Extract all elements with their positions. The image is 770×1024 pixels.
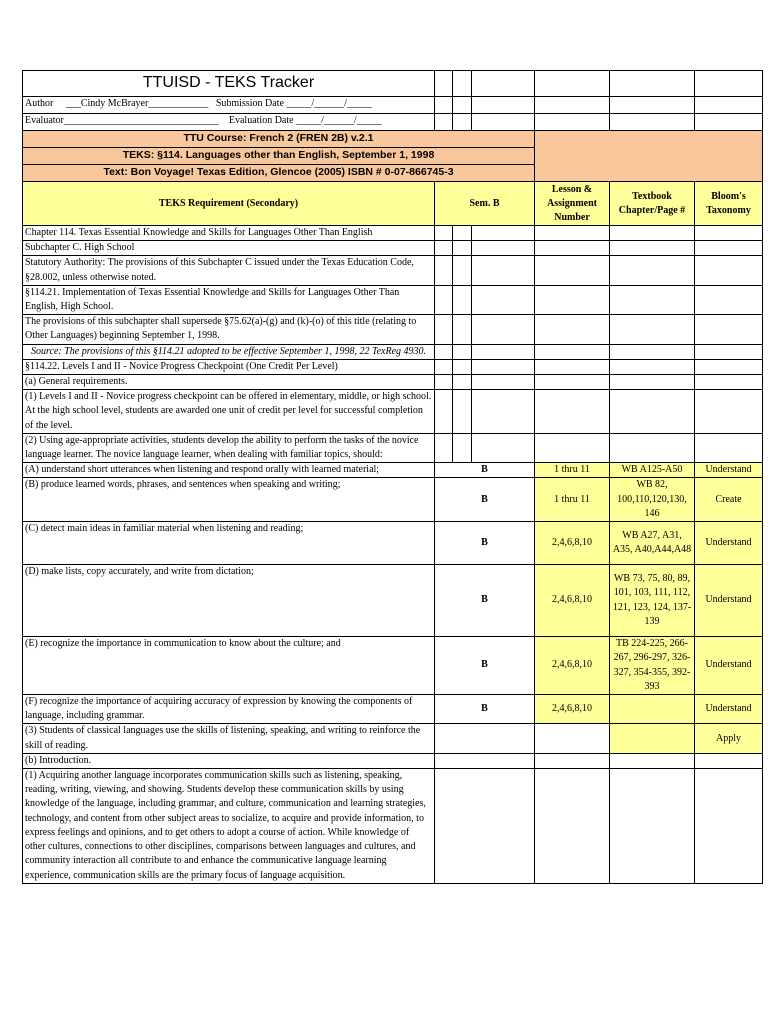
sem-value: B	[435, 463, 535, 478]
section-row: (a) General requirements.	[23, 375, 435, 390]
bloom-value: Understand	[695, 637, 763, 695]
sem-value: B	[435, 637, 535, 695]
requirement-text: (B) produce learned words, phrases, and sentences when speaking and writing;	[23, 478, 435, 522]
bloom-value: Understand	[695, 565, 763, 637]
submission-date: Submission Date _____/______/_____	[215, 98, 372, 109]
sem-value: B	[435, 565, 535, 637]
page-title: TTUISD - TEKS Tracker	[23, 71, 435, 97]
requirement-text: (C) detect main ideas in familiar material when listening and reading;	[23, 522, 435, 565]
teks-title: TEKS: §114. Languages other than English, September 1, 1998	[23, 148, 535, 165]
textbook-value	[610, 695, 695, 724]
evaluation-date: Evaluation Date _____/______/_____	[228, 115, 382, 126]
requirement-text: (E) recognize the importance in communication to know about the culture; and	[23, 637, 435, 695]
course-title: TTU Course: French 2 (FREN 2B) v.2.1	[23, 131, 535, 148]
lesson-value: 2,4,6,8,10	[535, 637, 610, 695]
lesson-value: 2,4,6,8,10	[535, 565, 610, 637]
requirement-text: (F) recognize the importance of acquiring accuracy of expression by knowing the components of language, including grammar.	[23, 695, 435, 724]
lesson-column-header: Lesson & Assignment Number	[535, 182, 610, 226]
requirement-column-header: TEKS Requirement (Secondary)	[23, 182, 435, 226]
section-row: §114.22. Levels I and II - Novice Progress Checkpoint (One Credit Per Level)	[23, 359, 435, 374]
text-title: Text: Bon Voyage! Texas Edition, Glencoe (2005) ISBN # 0-07-866745-3	[23, 165, 535, 182]
evaluator-label: Evaluator_______________________________	[25, 115, 219, 126]
author-label: Author	[25, 98, 54, 109]
section-row: (b) Introduction.	[23, 753, 435, 768]
textbook-value: WB A27, A31, A35, A40,A44,A48	[610, 522, 695, 565]
bloom-value: Understand	[695, 522, 763, 565]
intro-row: Statutory Authority: The provisions of this Subchapter C issued under the Texas Education Code, §28.002, unless otherwise noted.	[23, 256, 435, 285]
author-value: ___Cindy McBrayer____________	[65, 98, 209, 109]
course-header-right	[535, 131, 763, 182]
section-row: (1) Levels I and II - Novice progress checkpoint can be offered in elementary, middle, or high school. At the high school level, students are awarded one unit of credit per level for successful completion of the level.	[23, 390, 435, 434]
section-row: (1) Acquiring another language incorporates communication skills such as listening, speaking, reading, writing, viewing, and showing. Students develop these communication skills by using knowledge of the language, including grammar, and culture, communication and learning strategies, technology, and content from other subject areas to socialize, to acquire and provide information, to express feelings and opinions, and to get others to adopt a course of action. While knowledge of other cultures, connections to other disciplines, comparisons between languages and cultures, and community interaction all contribute to and enhance the communicative language learning experience, communication skills are the primary focus of language acquisition.	[23, 769, 435, 884]
intro-row: Subchapter C. High School	[23, 241, 435, 256]
requirement-text: (3) Students of classical languages use the skills of listening, speaking, and writing to reinforce the skill of reading.	[23, 724, 435, 753]
textbook-value: TB 224-225, 266-267, 296-297, 326-327, 354-355, 392-393	[610, 637, 695, 695]
lesson-value: 2,4,6,8,10	[535, 522, 610, 565]
section-row: (2) Using age-appropriate activities, students develop the ability to perform the tasks of the novice language learner. The novice language learner, when dealing with familiar topics, should:	[23, 433, 435, 462]
intro-row: §114.21. Implementation of Texas Essential Knowledge and Skills for Languages Other Than English, High School.	[23, 285, 435, 314]
evaluator-row	[23, 114, 435, 131]
intro-row: The provisions of this subchapter shall supersede §75.62(a)-(g) and (k)-(o) of this title (relating to Other Languages) beginning September 1, 1998.	[23, 315, 435, 344]
sem-value: B	[435, 695, 535, 724]
textbook-value: WB 73, 75, 80, 89, 101, 103, 111, 112, 121, 123, 124, 137-139	[610, 565, 695, 637]
textbook-value: WB 82, 100,110,120,130, 146	[610, 478, 695, 522]
intro-row: Chapter 114. Texas Essential Knowledge and Skills for Languages Other Than English	[23, 226, 435, 241]
requirement-text: (A) understand short utterances when listening and respond orally with learned material;	[23, 463, 435, 478]
bloom-column-header: Bloom's Taxonomy	[695, 182, 763, 226]
author-row	[23, 97, 435, 114]
teks-tracker-sheet	[22, 70, 752, 884]
sem-value: B	[435, 522, 535, 565]
bloom-value: Understand	[695, 695, 763, 724]
bloom-value: Apply	[695, 724, 763, 753]
sem-column-header: Sem. B	[435, 182, 535, 226]
requirement-text: (D) make lists, copy accurately, and write from dictation;	[23, 565, 435, 637]
teks-table	[22, 70, 763, 884]
textbook-column-header: Textbook Chapter/Page #	[610, 182, 695, 226]
lesson-value: 1 thru 11	[535, 463, 610, 478]
bloom-value: Understand	[695, 463, 763, 478]
source-note: Source: The provisions of this §114.21 adopted to be effective September 1, 1998, 22 TexReg 4930.	[23, 344, 435, 359]
lesson-value: 1 thru 11	[535, 478, 610, 522]
textbook-value: WB A125-A50	[610, 463, 695, 478]
lesson-value: 2,4,6,8,10	[535, 695, 610, 724]
bloom-value: Create	[695, 478, 763, 522]
sem-value: B	[435, 478, 535, 522]
